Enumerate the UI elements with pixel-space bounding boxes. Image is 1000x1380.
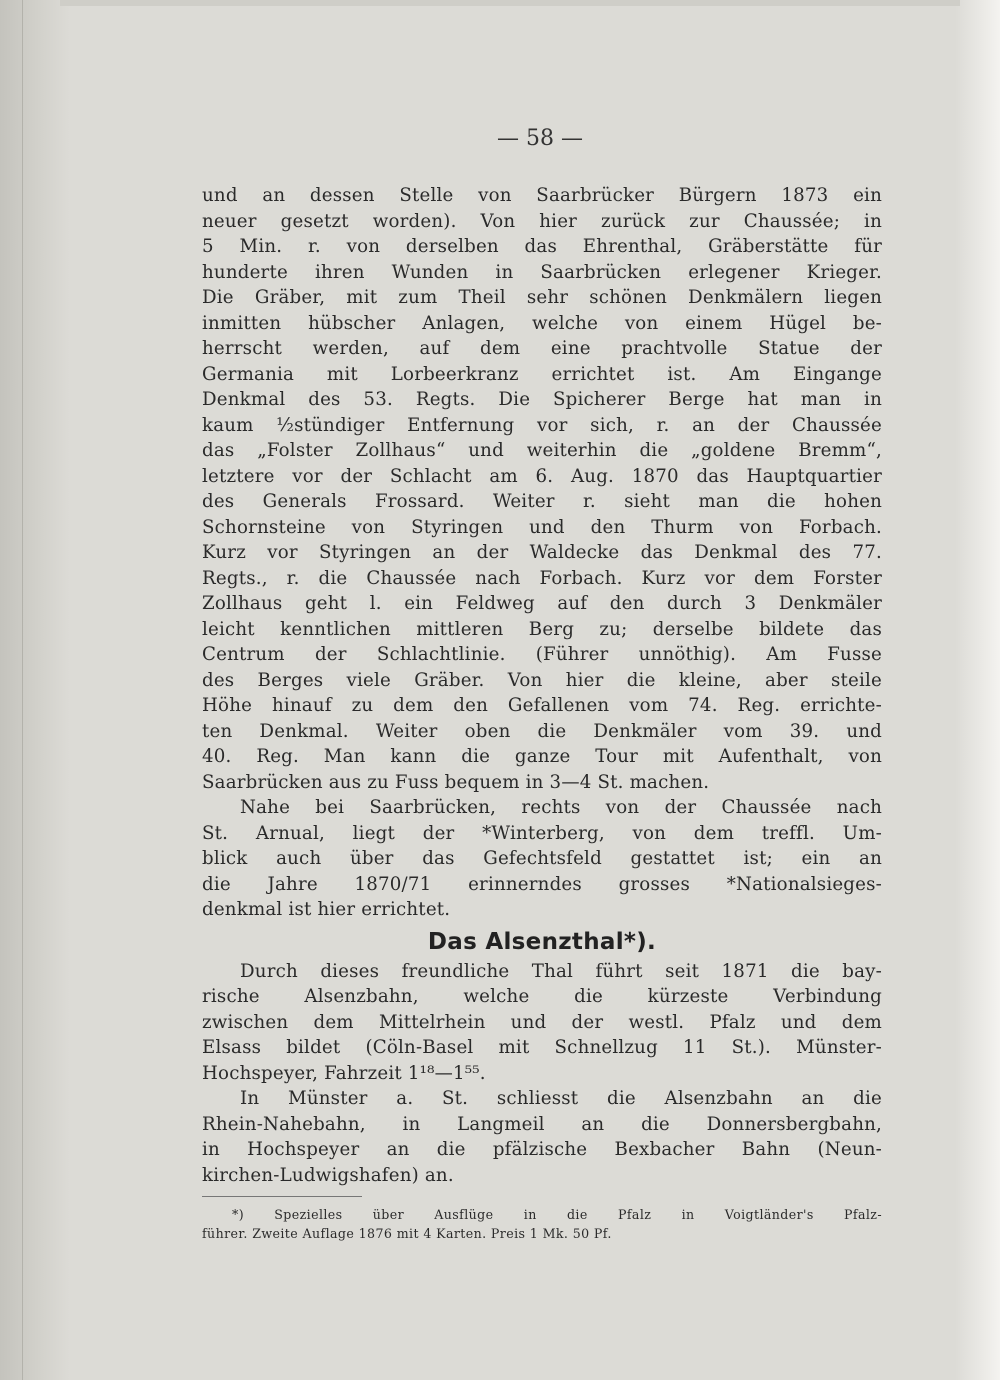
footnote-line: *) Spezielles über Ausflüge in die Pfalz in Voigtländer's Pfalz- xyxy=(232,1207,882,1222)
text-line: denkmal ist hier errichtet. xyxy=(202,899,451,920)
text-line: Kurz vor Styringen an der Waldecke das Denkmal des 77. xyxy=(202,542,882,563)
text-line: blick auch über das Gefechtsfeld gestattet ist; ein an xyxy=(202,848,882,869)
text-line: In Münster a. St. schliesst die Alsenzbahn an die xyxy=(240,1088,882,1109)
page-right-edge xyxy=(955,0,1000,1380)
page-number: — 58 — xyxy=(497,126,583,151)
text-line: rische Alsenzbahn, welche die kürzeste Verbindung xyxy=(202,986,882,1007)
text-line: Saarbrücken aus zu Fuss bequem in 3—4 St. machen. xyxy=(202,771,710,793)
text-line: die Jahre 1870/71 erinnerndes grosses *Nationalsieges- xyxy=(202,873,882,895)
text-line: des Berges viele Gräber. Von hier die kleine, aber steile xyxy=(202,669,882,691)
footnote-rule xyxy=(202,1196,362,1197)
text-line: Schornsteine von Styringen und den Thurm von Forbach. xyxy=(202,516,882,538)
text-line: in Hochspeyer an die pfälzische Bexbacher Bahn (Neun- xyxy=(202,1139,882,1160)
paragraph-2 xyxy=(202,795,882,923)
text-line: Zollhaus geht l. ein Feldweg auf den durch 3 Denkmäler xyxy=(202,593,882,614)
page-body xyxy=(202,183,882,1243)
book-gutter xyxy=(0,0,70,1380)
text-line: Regts., r. die Chaussée nach Forbach. Kurz vor dem Forster xyxy=(202,567,882,589)
text-line: Germania mit Lorbeerkranz errichtet ist. Am Eingange xyxy=(202,363,882,385)
text-line: leicht kenntlichen mittleren Berg zu; derselbe bildete das xyxy=(202,618,882,640)
text-line: St. Arnual, liegt der *Winterberg, von dem treffl. Um- xyxy=(202,822,882,844)
section-heading: Das Alsenzthal*). xyxy=(427,928,657,955)
text-line: und an dessen Stelle von Saarbrücker Bürgern 1873 ein xyxy=(202,185,882,206)
paragraph-4 xyxy=(202,1086,882,1188)
text-line: Rhein-Nahebahn, in Langmeil an die Donnersbergbahn, xyxy=(202,1113,882,1135)
text-line: kirchen-Ludwigshafen) an. xyxy=(202,1164,454,1186)
text-line: 40. Reg. Man kann die ganze Tour mit Aufenthalt, von xyxy=(202,746,882,767)
footnote xyxy=(202,1205,882,1243)
text-line: Elsass bildet (Cöln-Basel mit Schnellzug 11 St.). Münster- xyxy=(202,1037,882,1058)
footnote-line: führer. Zweite Auflage 1876 mit 4 Karten. Preis 1 Mk. 50 Pf. xyxy=(202,1226,612,1241)
text-line: herrscht werden, auf dem eine prachtvolle Statue der xyxy=(202,338,882,359)
text-line: Hochspeyer, Fahrzeit 1¹⁸—1⁵⁵. xyxy=(202,1062,486,1084)
gutter-fold-line xyxy=(22,0,23,1380)
text-line: Durch dieses freundliche Thal führt seit 1871 die bay- xyxy=(240,960,882,982)
text-line: Denkmal des 53. Regts. Die Spicherer Berge hat man in xyxy=(202,389,882,410)
text-line: neuer gesetzt worden). Von hier zurück zur Chaussée; in xyxy=(202,210,882,232)
page-top-edge xyxy=(60,0,960,6)
text-line: Höhe hinauf zu dem den Gefallenen vom 74. Reg. errichte- xyxy=(202,695,882,716)
text-line: Centrum der Schlachtlinie. (Führer unnöthig). Am Fusse xyxy=(202,644,882,665)
text-line: kaum ½stündiger Entfernung vor sich, r. an der Chaussée xyxy=(202,414,882,436)
text-line: zwischen dem Mittelrhein und der westl. Pfalz und dem xyxy=(202,1011,882,1033)
text-line: hunderte ihren Wunden in Saarbrücken erlegener Krieger. xyxy=(202,261,882,283)
text-line: das „Folster Zollhaus“ und weiterhin die „goldene Bremm“, xyxy=(202,440,882,461)
text-line: Die Gräber, mit zum Theil sehr schönen Denkmälern liegen xyxy=(202,287,882,308)
paragraph-3 xyxy=(202,959,882,1087)
text-line: letztere vor der Schlacht am 6. Aug. 1870 das Hauptquartier xyxy=(202,465,882,487)
text-line: des Generals Frossard. Weiter r. sieht man die hohen xyxy=(202,491,882,512)
paragraph-1 xyxy=(202,183,882,795)
text-line: 5 Min. r. von derselben das Ehrenthal, Gräberstätte für xyxy=(202,236,882,257)
text-line: inmitten hübscher Anlagen, welche von einem Hügel be- xyxy=(202,312,882,334)
text-line: ten Denkmal. Weiter oben die Denkmäler vom 39. und xyxy=(202,720,882,742)
text-line: Nahe bei Saarbrücken, rechts von der Chaussée nach xyxy=(240,797,882,818)
